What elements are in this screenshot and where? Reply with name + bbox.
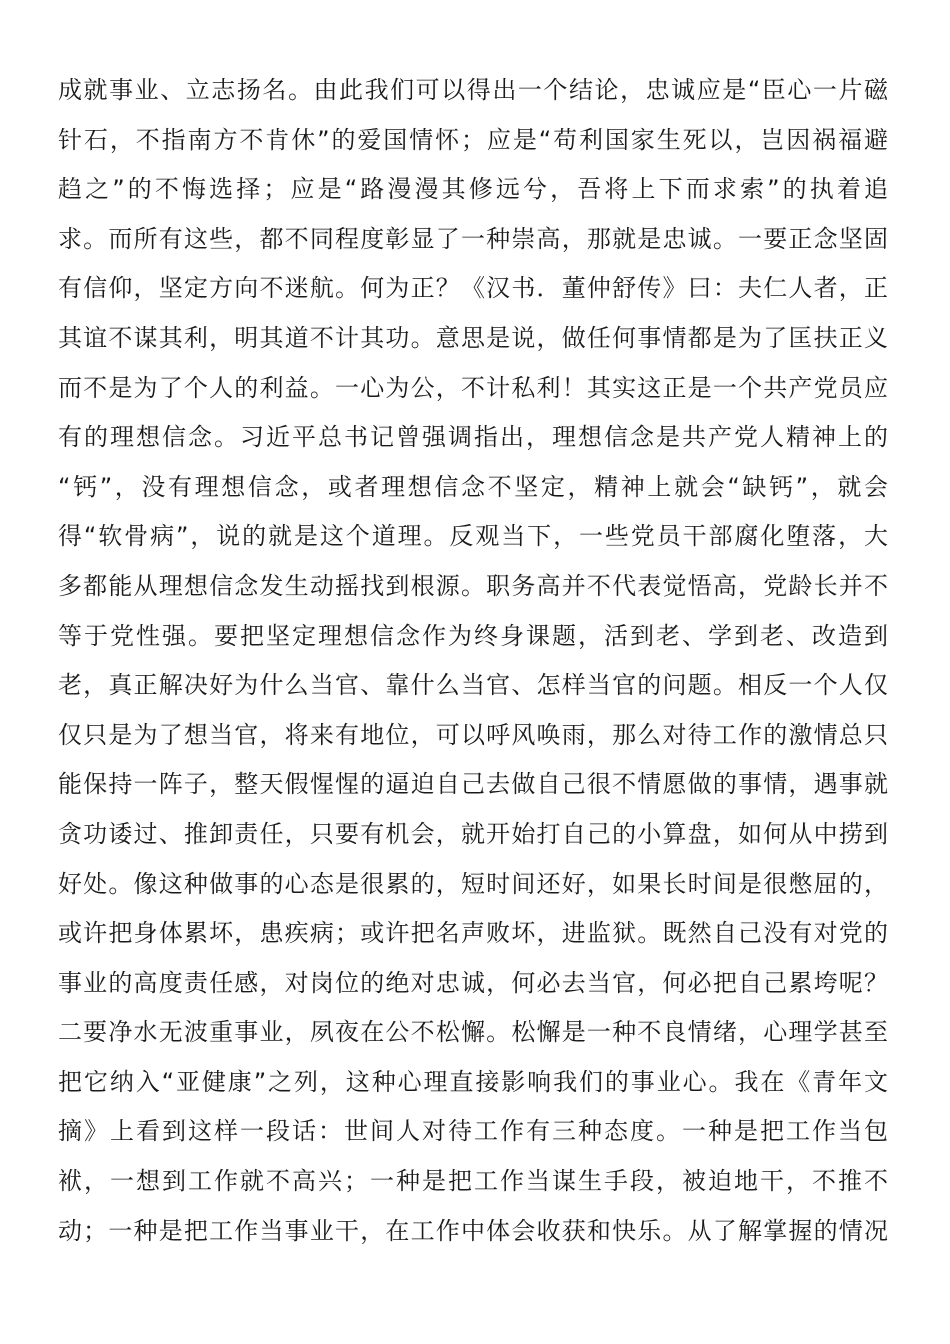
- text-line: 多都能从理想信念发生动摇找到根源。职务高并不代表觉悟高，党龄长并不: [58, 571, 888, 600]
- text-line: 而不是为了个人的利益。一心为公，不计私利！其实这正是一个共产党员应: [58, 373, 888, 402]
- text-line: 趋之”的不悔选择；应是“路漫漫其修远兮，吾将上下而求索”的执着追: [58, 175, 888, 204]
- text-line: 得“软骨病”，说的就是这个道理。反观当下，一些党员干部腐化堕落，大: [58, 522, 888, 551]
- text-line: 袱，一想到工作就不高兴；一种是把工作当谋生手段，被迫地干，不推不: [58, 1167, 888, 1196]
- text-line: 有信仰，坚定方向不迷航。何为正？《汉书．董仲舒传》曰：夫仁人者，正: [58, 274, 888, 303]
- text-line: 求。而所有这些，都不同程度彰显了一种崇高，那就是忠诚。一要正念坚固: [58, 224, 888, 253]
- text-line: “钙”，没有理想信念，或者理想信念不坚定，精神上就会“缺钙”，就会: [58, 472, 888, 501]
- text-line: 能保持一阵子，整天假惺惺的逼迫自己去做自己很不情愿做的事情，遇事就: [58, 770, 888, 799]
- text-line: 二要净水无波重事业，夙夜在公不松懈。松懈是一种不良情绪，心理学甚至: [58, 1018, 888, 1047]
- text-line: 仅只是为了想当官，将来有地位，可以呼风唤雨，那么对待工作的激情总只: [58, 720, 888, 749]
- text-line: 针石，不指南方不肯休”的爱国情怀；应是“苟利国家生死以，岂因祸福避: [58, 125, 888, 154]
- text-line: 成就事业、立志扬名。由此我们可以得出一个结论，忠诚应是“臣心一片磁: [58, 76, 888, 104]
- text-line: 等于党性强。要把坚定理想信念作为终身课题，活到老、学到老、改造到: [58, 621, 888, 650]
- text-line: 动；一种是把工作当事业干，在工作中体会收获和快乐。从了解掌握的情况: [58, 1216, 888, 1245]
- text-line: 事业的高度责任感，对岗位的绝对忠诚，何必去当官，何必把自己累垮呢？: [58, 968, 888, 997]
- text-line: 或许把身体累坏，患疾病；或许把名声败坏，进监狱。既然自己没有对党的: [58, 919, 888, 948]
- text-line: 摘》上看到这样一段话：世间人对待工作有三种态度。一种是把工作当包: [58, 1117, 888, 1146]
- text-line: 把它纳入“亚健康”之列，这种心理直接影响我们的事业心。我在《青年文: [58, 1067, 888, 1096]
- text-line: 其谊不谋其利，明其道不计其功。意思是说，做任何事情都是为了匡扶正义: [58, 323, 888, 352]
- body-text: [58, 66, 888, 1256]
- text-line: 老，真正解决好为什么当官、靠什么当官、怎样当官的问题。相反一个人仅: [58, 671, 888, 700]
- text-line: 好处。像这种做事的心态是很累的，短时间还好，如果长时间是很憋屈的，: [58, 869, 888, 898]
- text-line: 贪功诿过、推卸责任，只要有机会，就开始打自己的小算盘，如何从中捞到: [58, 819, 888, 848]
- text-line: 有的理想信念。习近平总书记曾强调指出，理想信念是共产党人精神上的: [58, 423, 888, 452]
